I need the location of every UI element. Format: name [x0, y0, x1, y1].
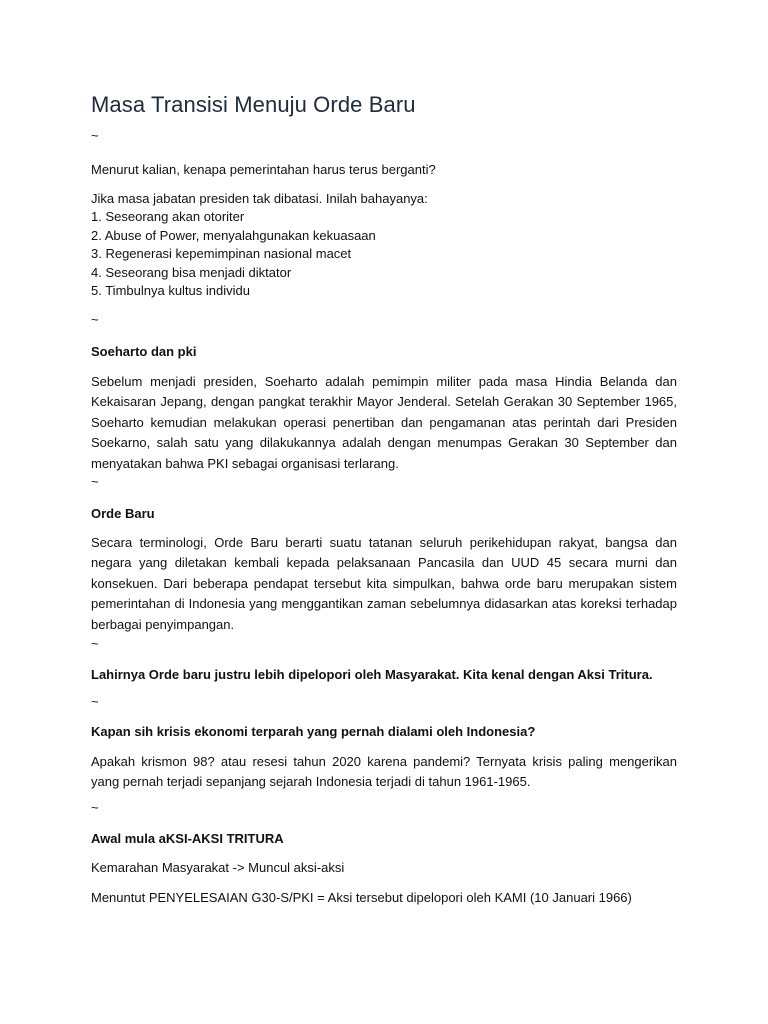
section-heading-soeharto: Soeharto dan pki: [91, 344, 197, 359]
section-body-orde-baru: Secara terminologi, Orde Baru berarti suatu tatanan seluruh perikehidupan rakyat, bangsa dan negara yang diletakan kembali kepada pelaksanaan Pancasila dan UUD 45 secara murni dan konsekuen. Dari beberapa pendapat tersebut kita simpulkan, bahwa orde baru merupakan sistem pemerintahan di Indonesia yang menggantikan zaman sebelumnya didasarkan atas koreksi terhadap berbagai penyimpangan.: [91, 535, 677, 632]
list-item: 1. Seseorang akan otoriter: [91, 209, 245, 224]
separator: ~: [91, 800, 99, 815]
list-item: 4. Seseorang bisa menjadi diktator: [91, 264, 292, 280]
statement-lahirnya: Lahirnya Orde baru justru lebih dipelopori oleh Masyarakat. Kita kenal dengan Aksi Tritura.: [91, 667, 653, 682]
list-item: 2. Abuse of Power, menyalahgunakan kekuasaan: [91, 227, 376, 243]
section-body-soeharto: Sebelum menjadi presiden, Soeharto adalah pemimpin militer pada masa Hindia Belanda dan Kekaisaran Jepang, dengan pangkat terakhir Mayor Jenderal. Setelah Gerakan 30 September 1965, Soeharto kemudian melakukan operasi penertiban dan pengamanan atas perintah dari Presiden Soekarno, salah satu yang dilakukannya adalah dengan menumpas Gerakan 30 September dan menyatakan bahwa PKI sebagai organisasi terlarang.: [91, 374, 677, 471]
section-heading-krisis: Kapan sih krisis ekonomi terparah yang pernah dialami oleh Indonesia?: [91, 724, 536, 739]
list-intro: Jika masa jabatan presiden tak dibatasi. Inilah bahayanya:: [91, 191, 428, 206]
separator: ~: [91, 474, 99, 489]
danger-list: [91, 208, 376, 301]
page-title: Masa Transisi Menuju Orde Baru: [91, 92, 416, 117]
separator: ~: [91, 128, 99, 143]
list-item: 3. Regenerasi kepemimpinan nasional macet: [91, 246, 352, 262]
separator: ~: [91, 694, 99, 709]
tritura-line-1: Kemarahan Masyarakat -> Muncul aksi-aksi: [91, 860, 345, 875]
section-body-krisis: Apakah krismon 98? atau resesi tahun 2020 karena pandemi? Ternyata krisis paling mengerikan yang pernah terjadi sepanjang sejarah Indonesia terjadi di tahun 1961-1965.: [91, 754, 677, 790]
section-heading-orde-baru: Orde Baru: [91, 506, 155, 521]
separator: ~: [91, 636, 99, 651]
tritura-line-2: Menuntut PENYELESAIAN G30-S/PKI = Aksi tersebut dipelopori oleh KAMI (10 Januari 1966): [91, 890, 632, 905]
section-heading-tritura: Awal mula aKSI-AKSI TRITURA: [91, 831, 284, 846]
separator: ~: [91, 312, 99, 327]
list-item: 5. Timbulnya kultus individu: [91, 283, 250, 299]
question-text: Menurut kalian, kenapa pemerintahan harus terus berganti?: [91, 162, 436, 177]
